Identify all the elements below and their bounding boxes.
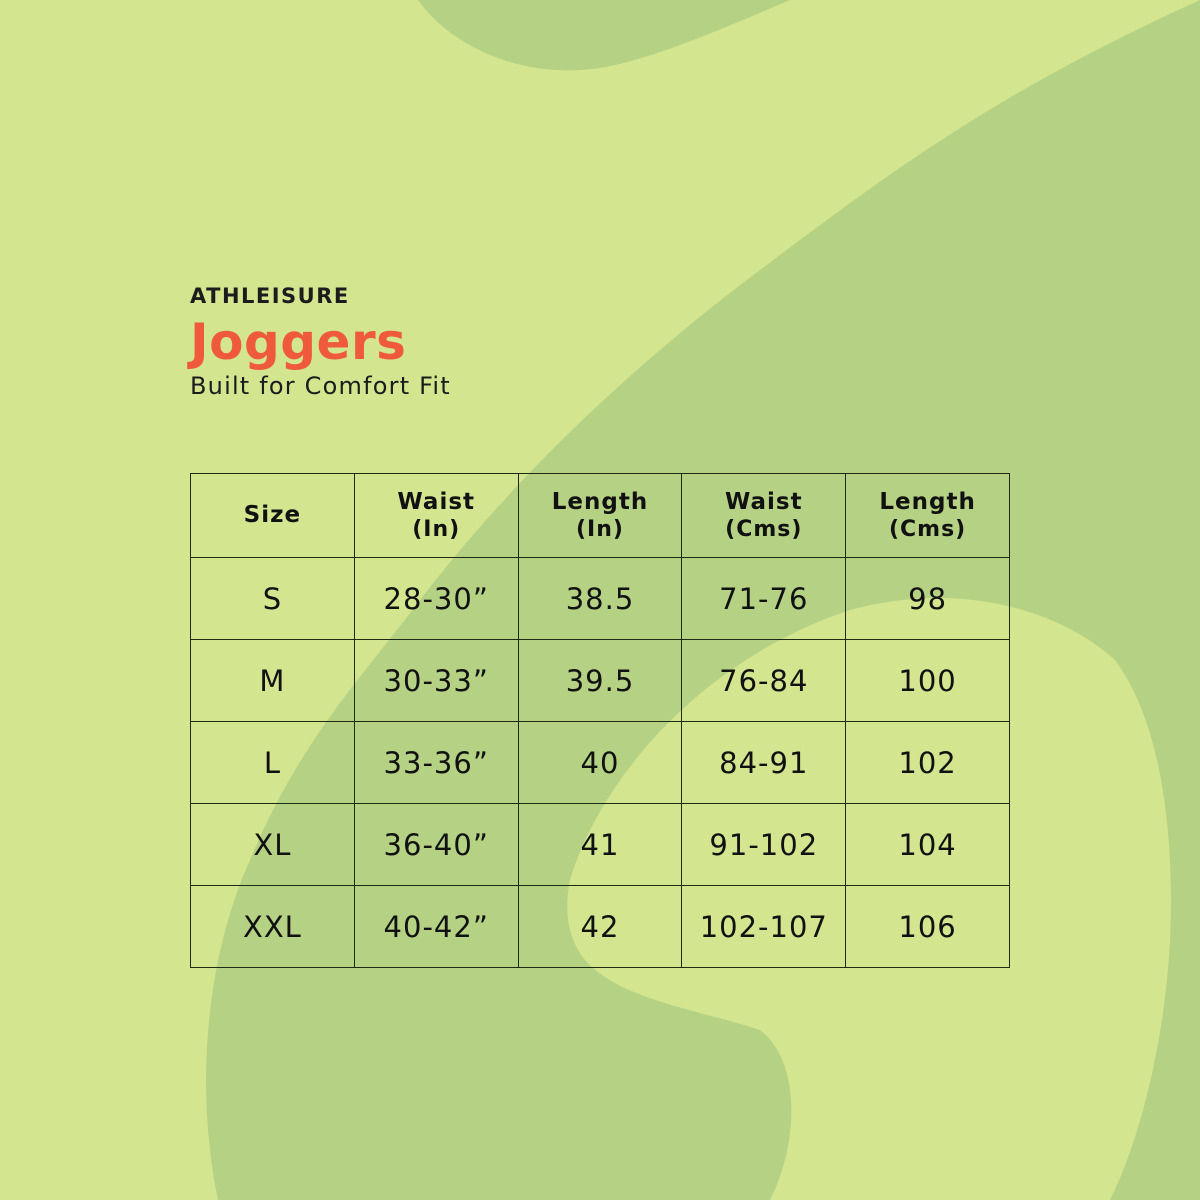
size-chart-table bbox=[190, 473, 1010, 968]
length-in-cell: 38.5 bbox=[518, 558, 682, 640]
size-cell: S bbox=[191, 558, 355, 640]
waist-in-cell: 40-42” bbox=[354, 886, 518, 968]
length-in-cell: 41 bbox=[518, 804, 682, 886]
waist-in-cell: 36-40” bbox=[354, 804, 518, 886]
length-in-cell: 39.5 bbox=[518, 640, 682, 722]
table-header-row bbox=[191, 474, 1010, 558]
product-subtitle: Built for Comfort Fit bbox=[190, 372, 451, 400]
table-row bbox=[191, 722, 1010, 804]
length-cms-cell: 100 bbox=[846, 640, 1010, 722]
column-header-waist-cms: Waist (Cms) bbox=[682, 474, 846, 558]
table-row bbox=[191, 640, 1010, 722]
waist-cms-cell: 102-107 bbox=[682, 886, 846, 968]
length-cms-cell: 106 bbox=[846, 886, 1010, 968]
length-in-cell: 40 bbox=[518, 722, 682, 804]
column-header-size: Size bbox=[191, 474, 355, 558]
table-row bbox=[191, 804, 1010, 886]
waist-cms-cell: 91-102 bbox=[682, 804, 846, 886]
length-cms-cell: 102 bbox=[846, 722, 1010, 804]
column-header-length-cms: Length (Cms) bbox=[846, 474, 1010, 558]
table-row bbox=[191, 558, 1010, 640]
table-row bbox=[191, 886, 1010, 968]
waist-in-cell: 28-30” bbox=[354, 558, 518, 640]
waist-cms-cell: 84-91 bbox=[682, 722, 846, 804]
size-cell: M bbox=[191, 640, 355, 722]
category-label: ATHLEISURE bbox=[190, 284, 350, 308]
size-cell: L bbox=[191, 722, 355, 804]
waist-cms-cell: 76-84 bbox=[682, 640, 846, 722]
size-cell: XXL bbox=[191, 886, 355, 968]
length-in-cell: 42 bbox=[518, 886, 682, 968]
size-cell: XL bbox=[191, 804, 355, 886]
column-header-waist-in: Waist (In) bbox=[354, 474, 518, 558]
product-title: Joggers bbox=[190, 313, 407, 371]
waist-in-cell: 30-33” bbox=[354, 640, 518, 722]
waist-in-cell: 33-36” bbox=[354, 722, 518, 804]
length-cms-cell: 98 bbox=[846, 558, 1010, 640]
header bbox=[190, 283, 451, 401]
length-cms-cell: 104 bbox=[846, 804, 1010, 886]
waist-cms-cell: 71-76 bbox=[682, 558, 846, 640]
column-header-length-in: Length (In) bbox=[518, 474, 682, 558]
